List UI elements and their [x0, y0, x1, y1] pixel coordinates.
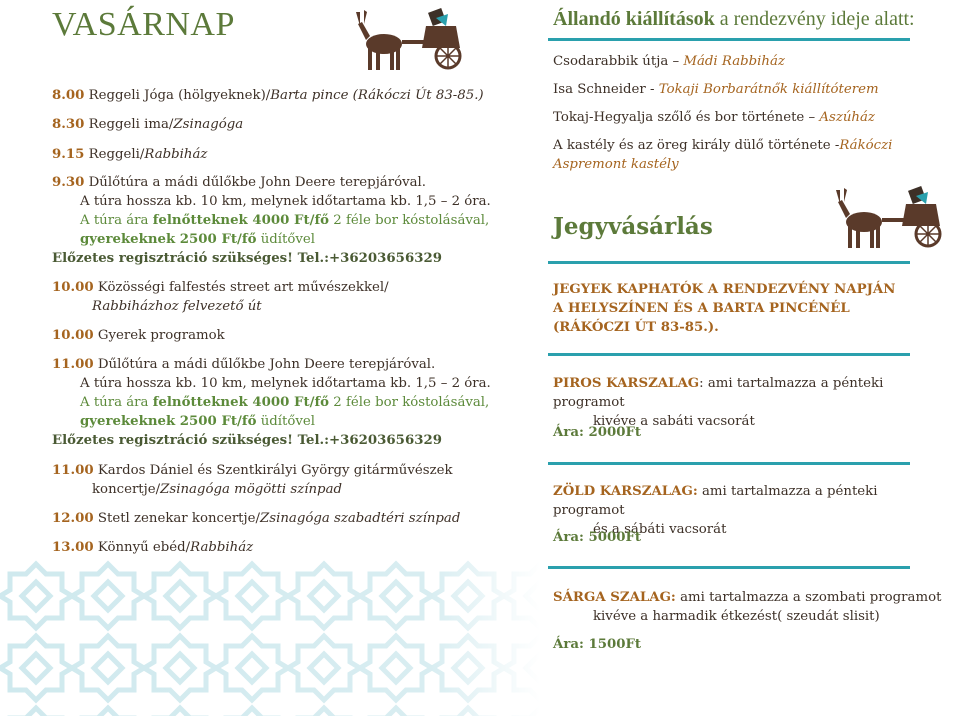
donkey-cart-icon — [836, 182, 956, 254]
band-zold: ZÖLD KARSZALAG: ami tartalmazza a pénteki programot és a sábáti vacsorát — [553, 484, 878, 537]
arabesque-pattern — [0, 560, 540, 716]
divider — [548, 462, 910, 465]
exhibitions-title: Állandó kiállítások a rendezvény ideje alatt: — [553, 8, 915, 30]
price-sarga: Ára: 1500Ft — [553, 637, 642, 652]
tickets-title: Jegyvásárlás — [553, 213, 713, 240]
event-1200: 12.00 Stetl zenekar koncertje/Zsinagóga szabadtéri színpad — [52, 511, 461, 526]
donkey-cart-icon — [356, 4, 476, 76]
price-zold: Ára: 5000Ft — [553, 530, 642, 545]
price-piros: Ára: 2000Ft — [553, 425, 642, 440]
divider — [548, 353, 910, 356]
event-0830: 8.30 Reggeli ima/Zsinagóga — [52, 117, 244, 132]
event-1100-dulotura: 11.00 Dűlőtúra a mádi dűlőkbe John Deere terepjáróval. A túra hossza kb. 10 km, melynek időtartama kb. 1,5 – 2 óra. A túra ára felnőtteknek 4000 Ft/fő 2 féle bor kóstolásával, gyerekeknek 2500 Ft/fő üdítővel Előzetes regisztráció szükséges! Tel.:+36203656329 — [52, 357, 491, 448]
event-1000-gyerek: 10.00 Gyerek programok — [52, 328, 225, 343]
exhibition-item: Isa Schneider - Tokaji Borbarátnők kiállítóterem — [553, 82, 879, 97]
event-0930: 9.30 Dűlőtúra a mádi dűlőkbe John Deere terepjáróval. A túra hossza kb. 10 km, melynek időtartama kb. 1,5 – 2 óra. A túra ára felnőtteknek 4000 Ft/fő 2 féle bor kóstolásával, gyerekeknek 2500 Ft/fő üdítővel Előzetes regisztráció szükséges! Tel.:+36203656329 — [52, 175, 491, 266]
exhibition-item: A kastély és az öreg király dülő története -Rákóczi Aspremont kastély — [553, 138, 893, 172]
exhibition-item: Csodarabbik útja – Mádi Rabbiház — [553, 54, 785, 69]
band-piros: PIROS KARSZALAG: ami tartalmazza a pénteki programot kivéve a sabáti vacsorát — [553, 376, 884, 429]
divider — [548, 566, 910, 569]
event-0800: 8.00 Reggeli Jóga (hölgyeknek)/Barta pince (Rákóczi Út 83-85.) — [52, 88, 484, 103]
day-title: VASÁRNAP — [52, 6, 235, 43]
event-1300: 13.00 Könnyű ebéd/Rabbiház — [52, 540, 254, 555]
band-sarga: SÁRGA SZALAG: ami tartalmazza a szombati programot kivéve a harmadik étkezést( szeudát slisit) — [553, 590, 942, 624]
tickets-info: JEGYEK KAPHATÓK A RENDEZVÉNY NAPJÁN A HELYSZÍNEN ÉS A BARTA PINCÉNÉL (RÁKÓCZI ÚT 83-85.). — [553, 282, 896, 335]
event-0915: 9.15 Reggeli/Rabbiház — [52, 147, 208, 162]
event-1100-koncert: 11.00 Kardos Dániel és Szentkirályi György gitárművészek koncertje/Zsinagóga mögötti színpad — [52, 463, 453, 497]
divider — [548, 38, 910, 41]
exhibition-item: Tokaj-Hegyalja szőlő és bor története – Aszúház — [553, 110, 875, 125]
divider — [548, 261, 910, 264]
event-1000-falfestes: 10.00 Közösségi falfestés street art művészekkel/ Rabbiházhoz felvezető út — [52, 280, 389, 314]
